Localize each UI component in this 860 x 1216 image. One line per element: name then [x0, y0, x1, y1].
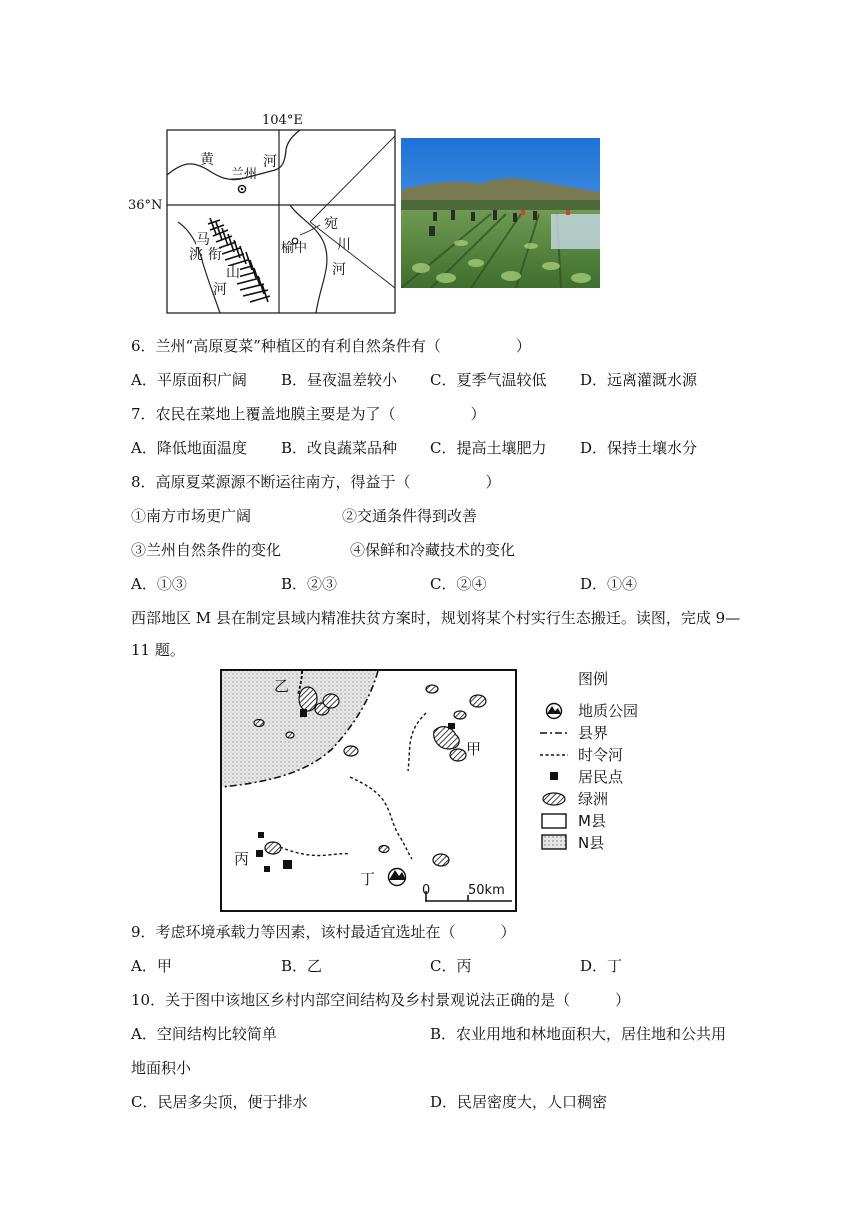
label-ding: 丁 — [360, 870, 376, 888]
q8-statement-1: ①南方市场更广阔 — [131, 507, 252, 525]
label-tao: 洮 — [189, 247, 203, 263]
q8-option-d: D．①④ — [580, 575, 638, 593]
label-he-1: 河 — [263, 154, 277, 170]
legend-oasis-icon — [543, 793, 565, 805]
label-ma: 马 — [196, 232, 210, 248]
legend-item-m-county: M县 — [578, 812, 606, 830]
q10-stem: 10．关于图中该地区乡村内部空间结构及乡村景观说法正确的是（ ） — [131, 991, 631, 1009]
label-chuan: 川 — [337, 237, 351, 253]
q6-stem: 6．兰州“高原夏菜”种植区的有利自然条件有（ ） — [131, 337, 531, 355]
wanchuan-river — [290, 205, 327, 313]
label-yi: 乙 — [274, 677, 290, 695]
legend-settlement-icon — [550, 772, 558, 780]
q9-stem: 9．考虑环境承载力等因素，该村最适宜选址在（ ） — [131, 923, 516, 941]
q8-option-c: C．②④ — [430, 575, 487, 593]
q9-option-c: C．丙 — [430, 957, 472, 975]
q8-statement-4: ④保鲜和冷藏技术的变化 — [350, 541, 516, 559]
label-he-2: 河 — [332, 262, 346, 278]
river-branch — [300, 225, 320, 235]
q9-option-a: A．甲 — [131, 957, 172, 975]
legend-n-county-icon — [542, 835, 566, 849]
legend-m-county-icon — [542, 814, 566, 828]
q7-option-b: B．改良蔬菜品种 — [281, 439, 398, 457]
q8-option-a: A．①③ — [131, 575, 187, 593]
q9-option-d: D．丁 — [580, 957, 623, 975]
q7-option-d: D．保持土壤水分 — [580, 439, 698, 457]
railway-line-2 — [310, 222, 395, 288]
q8-statement-2: ②交通条件得到改善 — [342, 507, 478, 525]
label-lanzhou: 兰州 — [231, 167, 258, 182]
legend-item-county-border: 县界 — [578, 724, 609, 742]
vegetable-field-photo — [401, 138, 600, 288]
label-he-3: 河 — [213, 282, 227, 298]
q7-option-a: A．降低地面温度 — [131, 439, 247, 457]
q6-option-d: D．远离灌溉水源 — [580, 371, 698, 389]
legend-title: 图例 — [578, 670, 609, 688]
q10-option-d: D．民居密度大，人口稠密 — [430, 1093, 608, 1111]
label-yuzhong: 榆中 — [281, 241, 308, 256]
railway-line-1 — [310, 136, 395, 222]
q8-option-b: B．②③ — [281, 575, 338, 593]
lanzhou-map-svg — [150, 110, 400, 315]
q9-option-b: B．乙 — [281, 957, 323, 975]
legend-item-oasis: 绿洲 — [578, 790, 609, 808]
q10-option-c: C．民居多尖顶，便于排水 — [131, 1093, 308, 1111]
label-wan: 宛 — [324, 216, 338, 232]
intro-line-1: 西部地区 M 县在制定县域内精准扶贫方案时，规划将某个村实行生态搬迁。读图，完成 9— — [131, 609, 741, 627]
q10-option-b: B．农业用地和林地面积大，居住地和公共用 — [430, 1025, 727, 1043]
label-huang: 黄 — [200, 152, 214, 168]
legend-geopark-icon — [547, 704, 562, 719]
q10-option-b-continued: 地面积小 — [131, 1059, 192, 1077]
legend-symbols — [536, 700, 572, 856]
label-bing: 丙 — [234, 850, 250, 868]
label-xian: 衔 — [208, 247, 222, 263]
q8-statement-3: ③兰州自然条件的变化 — [131, 541, 282, 559]
q6-option-c: C．夏季气温较低 — [430, 371, 547, 389]
intro-line-2: 11 题。 — [131, 641, 185, 659]
q7-option-c: C．提高土壤肥力 — [430, 439, 547, 457]
lat-label: 36°N — [128, 198, 163, 213]
legend-item-n-county: N县 — [578, 834, 605, 852]
lon-label: 104°E — [262, 113, 303, 128]
legend-item-seasonal-river: 时令河 — [578, 746, 624, 764]
label-jia: 甲 — [466, 740, 482, 758]
legend-item-settlement: 居民点 — [578, 768, 624, 786]
q8-stem: 8．高原夏菜源源不断运往南方，得益于（ ） — [131, 473, 501, 491]
q10-option-a: A．空间结构比较简单 — [131, 1025, 277, 1043]
legend-item-geopark: 地质公园 — [578, 702, 639, 720]
q7-stem: 7．农民在菜地上覆盖地膜主要是为了（ ） — [131, 405, 486, 423]
geopark-icon — [389, 869, 407, 886]
scale-distance: 50km — [468, 883, 505, 898]
label-shan: 山 — [226, 265, 240, 281]
q6-option-b: B．昼夜温差较小 — [281, 371, 398, 389]
q6-option-a: A．平原面积广阔 — [131, 371, 247, 389]
scale-zero: 0 — [422, 883, 431, 898]
